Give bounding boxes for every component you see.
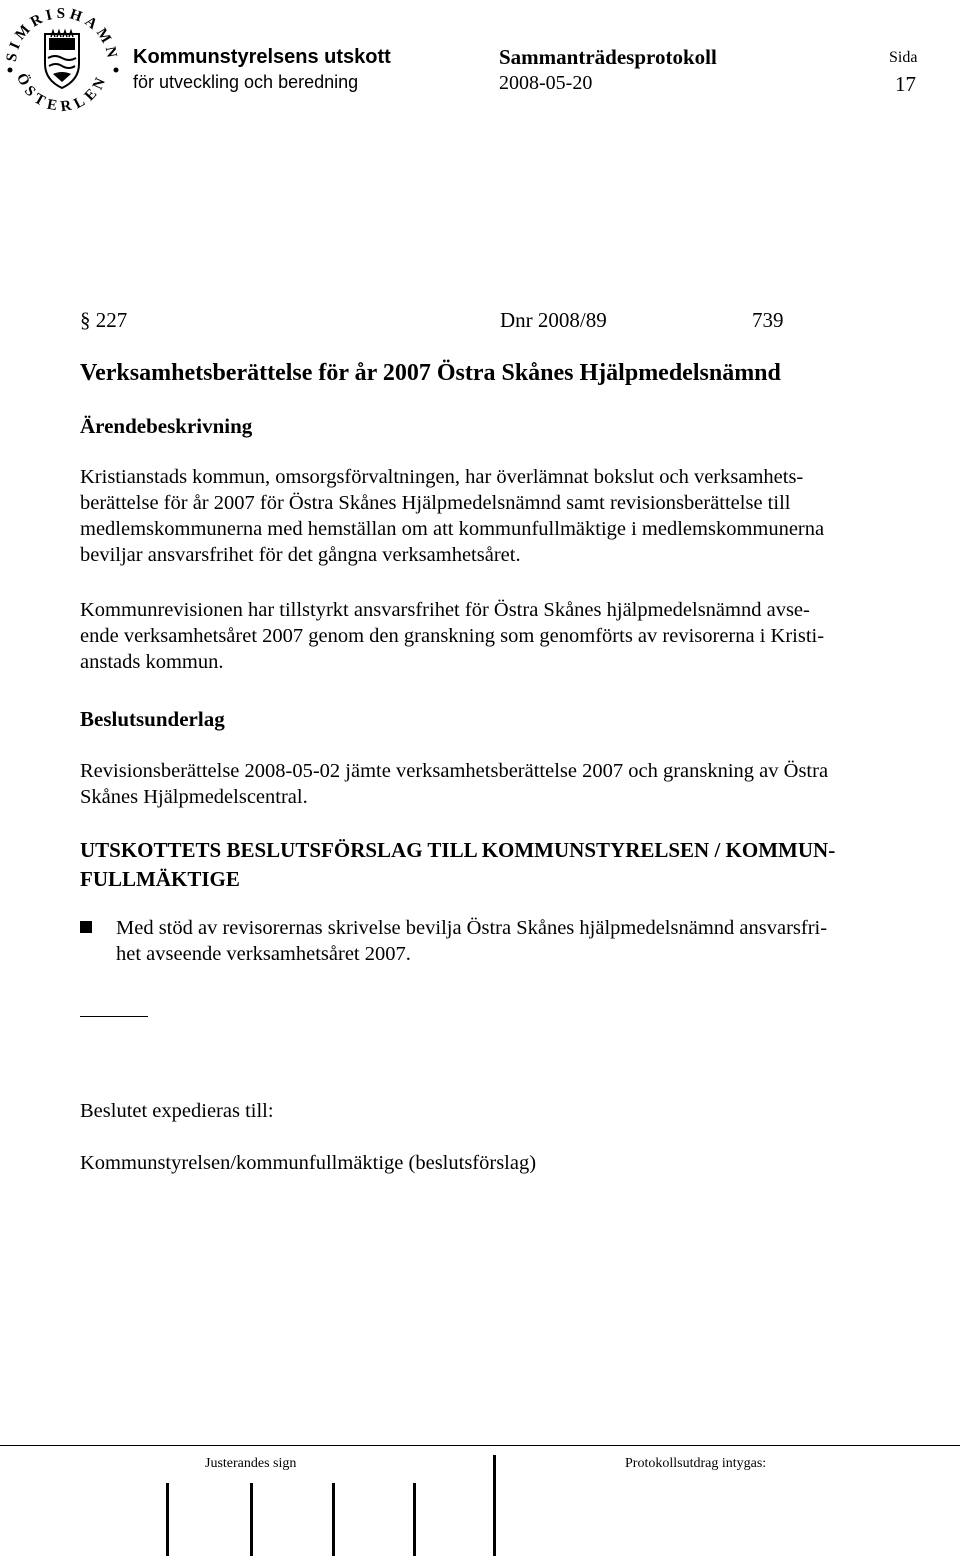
municipal-logo xyxy=(0,0,126,122)
logo-bottom-text: ÖSTERLEN xyxy=(13,71,111,116)
page-label: Sida xyxy=(889,49,918,66)
document-type: Sammanträdesprotokoll xyxy=(499,45,717,69)
extract-certified-label: Protokollsutdrag intygas: xyxy=(625,1456,767,1471)
committee-subtitle: för utveckling och beredning xyxy=(133,72,359,92)
signature-label: Justerandes sign xyxy=(205,1456,297,1471)
audit-paragraph xyxy=(80,597,960,675)
text-line: anstads kommun. xyxy=(80,651,224,673)
coat-of-arms-icon xyxy=(45,31,79,88)
text-line: het avseende verksamhetsåret 2007. xyxy=(116,943,411,965)
text-line: beviljar ansvarsfrihet för det gångna verksamhetsåret. xyxy=(80,544,521,566)
description-paragraph xyxy=(80,464,960,568)
basis-paragraph xyxy=(80,758,960,810)
text-line: medlemskommunerna med hemställan om att kommunfullmäktige i medlemskommunerna xyxy=(80,518,825,540)
text-line: Kommunrevisionen har tillstyrkt ansvarsfrihet för Östra Skånes hjälpmedelsnämnd avse- xyxy=(80,599,810,621)
dispatched-label: Beslutet expedieras till: xyxy=(80,1100,274,1122)
text-line: ende verksamhetsåret 2007 genom den granskning som genomförts av revisorerna i Kristi- xyxy=(80,625,825,647)
signature-box-divider xyxy=(166,1483,169,1556)
section-heading-proposal xyxy=(80,836,960,894)
case-title: Verksamhetsberättelse för år 2007 Östra Skånes Hjälpmedelsnämnd xyxy=(80,360,781,386)
signature-box-divider xyxy=(250,1483,253,1556)
logo-top-text: SIMRISHAMN xyxy=(3,5,121,64)
square-bullet-icon xyxy=(80,921,92,933)
dispatched-recipients: Kommunstyrelsen/kommunfullmäktige (beslutsförslag) xyxy=(80,1152,537,1174)
text-line: berättelse för år 2007 för Östra Skånes Hjälpmedelsnämnd samt revisionsberättelse till xyxy=(80,492,791,514)
paragraph-number: § 227 xyxy=(80,308,128,332)
text-line: Kristianstads kommun, omsorgsförvaltningen, har överlämnat bokslut och verksamhets- xyxy=(80,466,804,488)
signature-box-divider xyxy=(332,1483,335,1556)
text-line: Revisionsberättelse 2008-05-02 jämte verksamhetsberättelse 2007 och granskning av Östra xyxy=(80,760,829,782)
heading-line: FULLMÄKTIGE xyxy=(80,867,240,891)
case-reference: Dnr 2008/89 xyxy=(500,308,607,332)
case-code: 739 xyxy=(752,308,784,332)
heading-line: UTSKOTTETS BESLUTSFÖRSLAG TILL KOMMUNSTYRELSEN / KOMMUN- xyxy=(80,838,836,862)
page-number: 17 xyxy=(895,72,916,96)
proposal-bullet-item xyxy=(116,915,960,967)
section-heading-basis: Beslutsunderlag xyxy=(80,707,225,731)
meeting-date: 2008-05-20 xyxy=(499,72,593,94)
footer-rule xyxy=(0,1445,960,1446)
footer-column-divider xyxy=(493,1455,496,1556)
section-heading-description: Ärendebeskrivning xyxy=(80,414,253,438)
signature-box-divider xyxy=(413,1483,416,1556)
text-line: Skånes Hjälpmedelscentral. xyxy=(80,786,308,808)
text-line: Med stöd av revisorernas skrivelse bevilja Östra Skånes hjälpmedelsnämnd ansvarsfri- xyxy=(116,917,828,939)
separator-rule xyxy=(80,1016,148,1017)
committee-title: Kommunstyrelsens utskott xyxy=(133,46,391,68)
